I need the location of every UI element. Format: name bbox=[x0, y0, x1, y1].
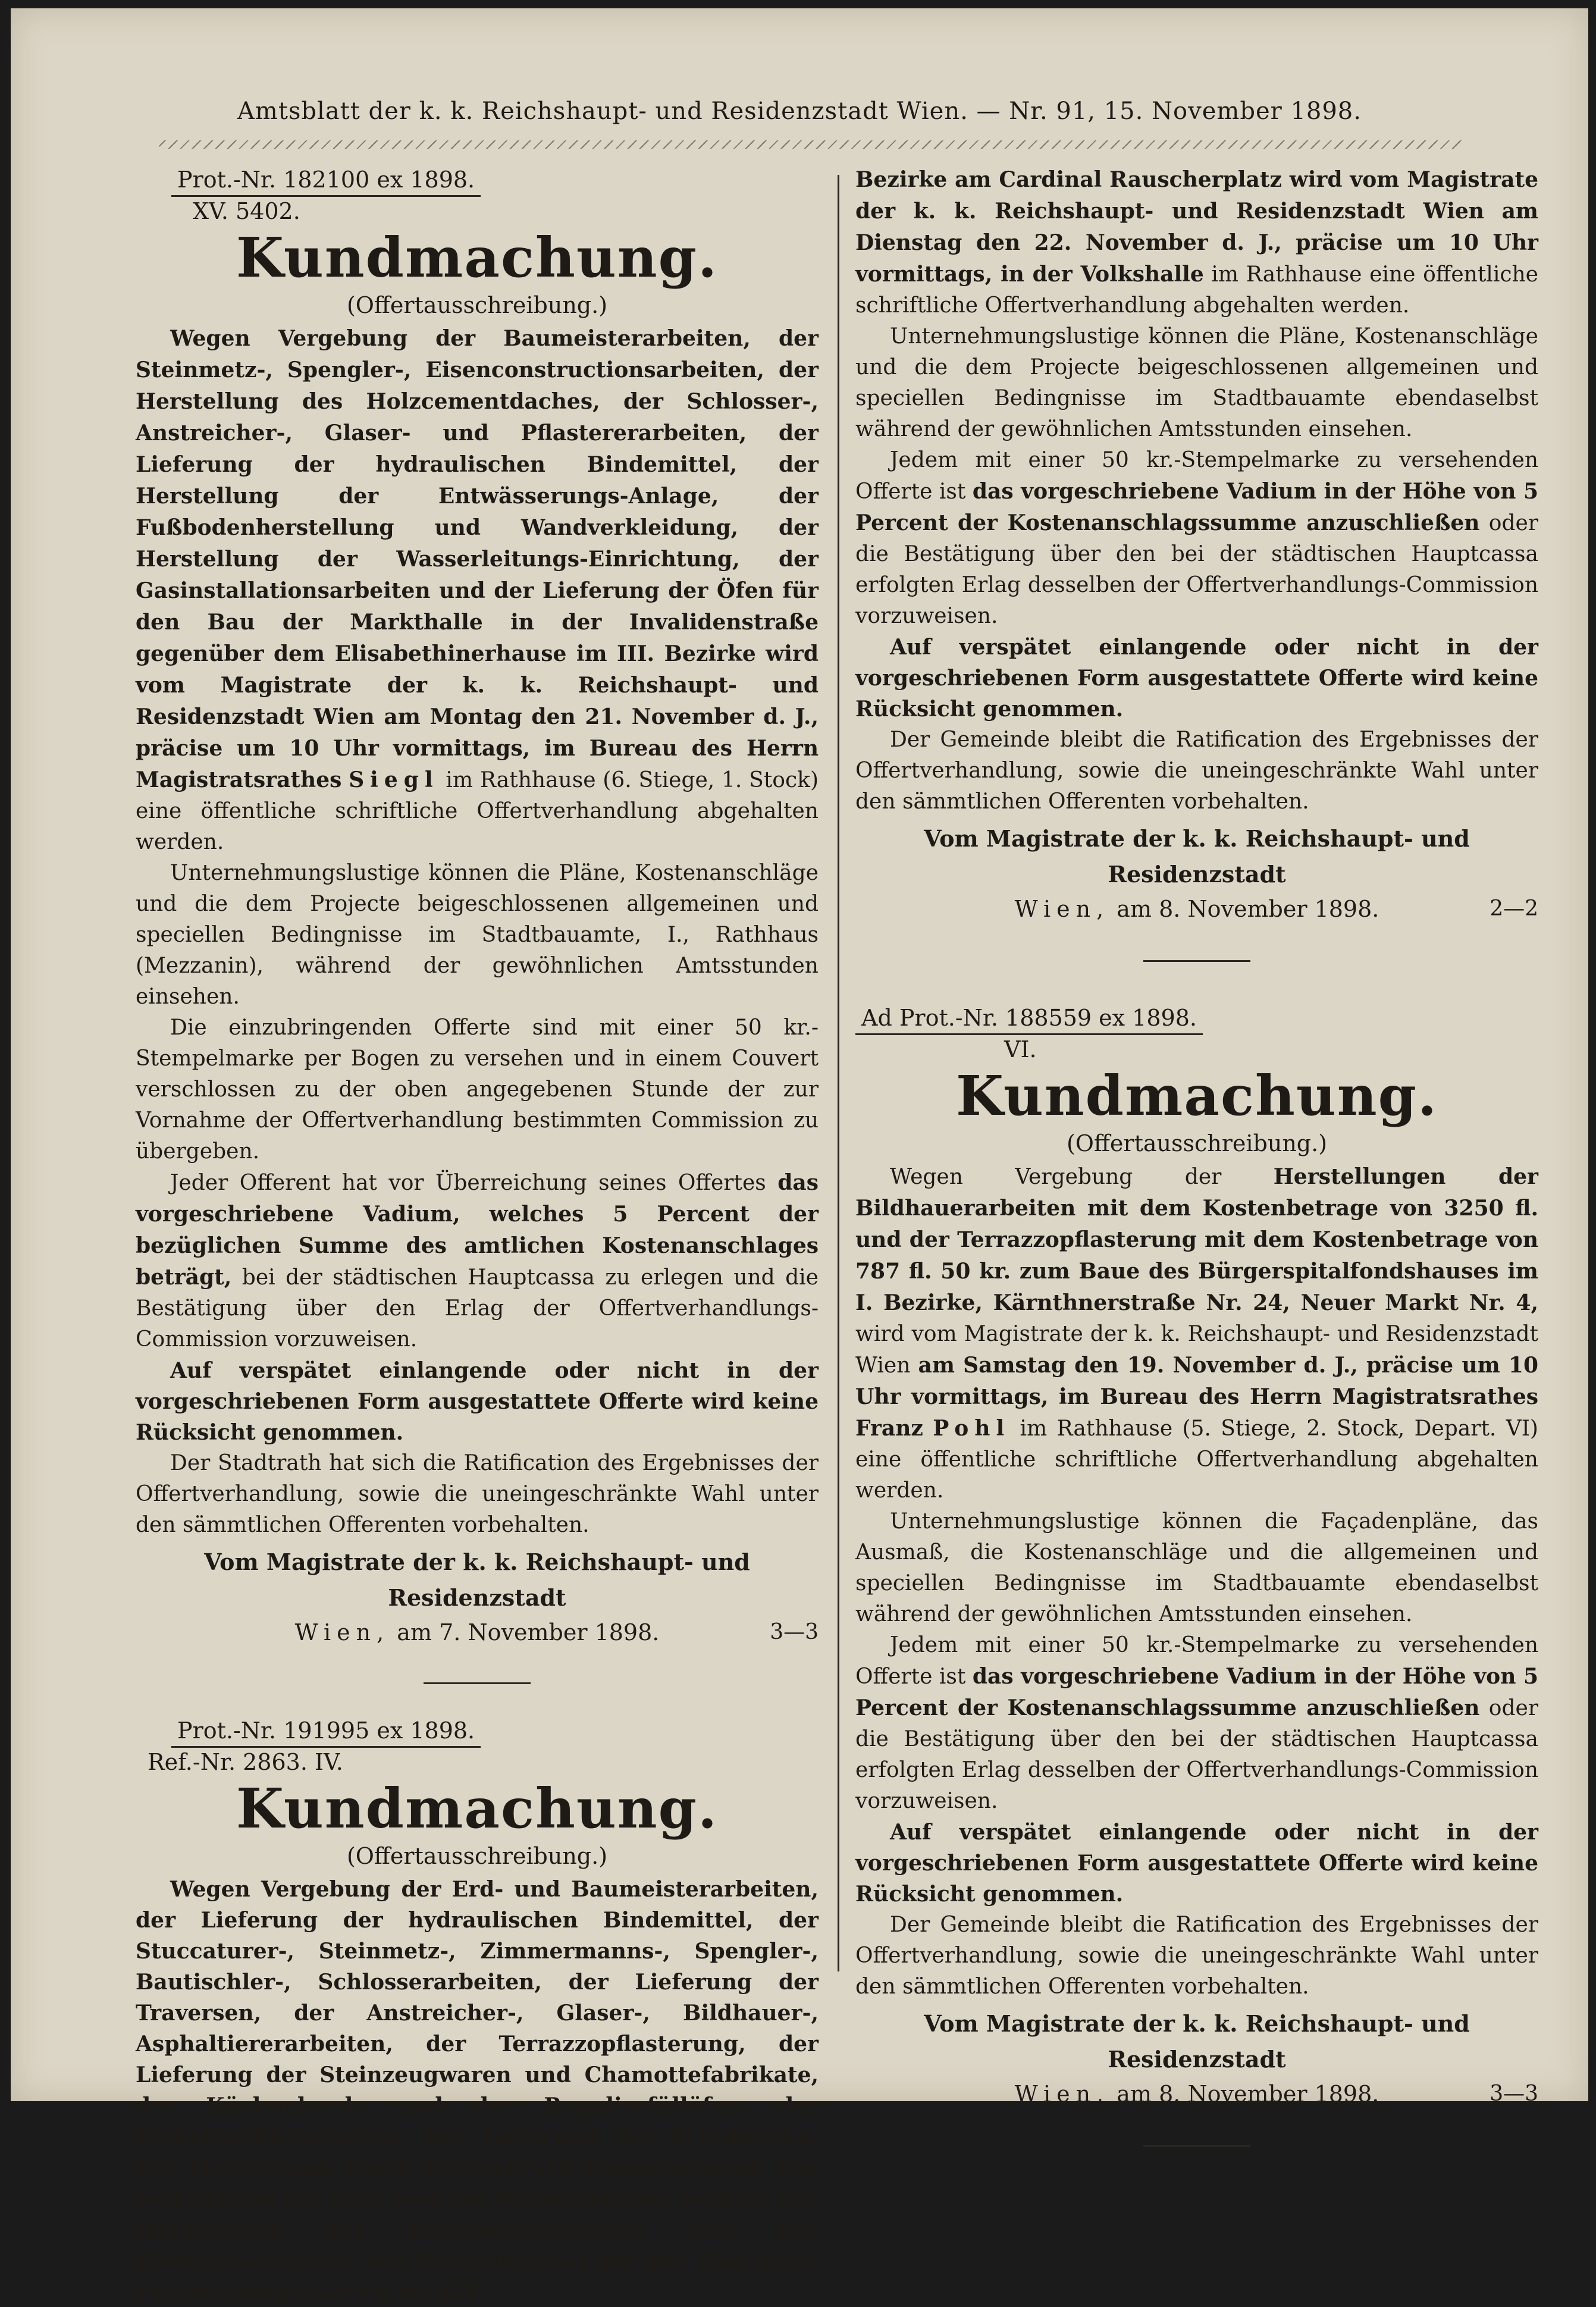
date-line: Wien, am 8. November 1898. 3—3 bbox=[855, 2077, 1538, 2111]
notice-separator bbox=[1143, 960, 1250, 962]
signature-line: Vom Magistrate der k. k. Reichshaupt- und Residenzstadt bbox=[924, 2010, 1470, 2073]
signature-line: Vom Magistrate der k. k. Reichshaupt- und Residenzstadt bbox=[204, 1549, 750, 1611]
notice-title: Kundmachung. bbox=[236, 225, 719, 290]
page-header: Amtsblatt der k. k. Reichshaupt- und Residenzstadt Wien. — Nr. 91, 15. November 1898. bbox=[237, 98, 1362, 125]
notice-separator bbox=[424, 1682, 531, 1684]
notice-paragraph: Der Gemeinde bleibt die Ratification des Ergebnisses der Offertverhandlung, sowie die uneingeschränkte Wahl unter den sämmtlichen Offerenten vorbehalten. bbox=[855, 1913, 1538, 1999]
notice-separator bbox=[1143, 2145, 1250, 2147]
notice-paragraph: Jedem mit einer 50 kr.-Stempelmarke zu versehenden Offerte ist das vorgeschriebene Vadium in der Höhe von 5 Percent der Kostenanschlagssumme anzuschließen oder die Bestätigung über den bei der städtischen Hauptcassa erfolgten Erlag desselben der Offertverhandlungs-Commission vorzuweisen. bbox=[855, 448, 1539, 628]
signature-line: Vom Magistrate der k. k. Reichshaupt- und Residenzstadt bbox=[924, 825, 1470, 888]
notice-paragraph: Wegen Vergebung der Baumeisterarbeiten, der Steinmetz-, Spengler-, Eisenconstructionsarbeiten, der Herstellung des Holzcementdaches, der Schlosser-, Anstreicher-, Glaser- und Pflastererarbeiten, der Lieferung der hydraulischen Bindemittel, der Herstellung der Entwässerungs-Anlage, der Fußbodenherstellung und Wandverkleidung, der Herstellung der Wasserleitungs-Einrichtung, der Gasinstallationsarbeiten und der Lieferung der Öfen für den Bau der Markthalle in der Invalidenstraße gegenüber dem Elisabethinerhause im III. Bezirke wird vom Magistrate der k. k. Reichshaupt- und Residenzstadt Wien am Montag den 21. November d. J., präcise um 10 Uhr vormittags, im Bureau des Herrn Magistratsrathes Siegl im Rathhause (6. Stiege, 1. Stock) eine öffentliche schriftliche Offertverhandlung abgehalten werden. bbox=[136, 326, 819, 854]
notice-paragraph: Unternehmungslustige können die Façadenpläne, das Ausmaß, die Kostenanschläge und die allgemeinen und speciellen Bedingnisse im Stadtbauamte ebendaselbst während der gewöhnlichen Amtsstunden einsehen. bbox=[855, 1509, 1538, 1626]
newspaper-page bbox=[11, 8, 1588, 2304]
date-line: Wien, am 7. November 1898. 3—3 bbox=[136, 1616, 819, 1649]
official-name: Siegl bbox=[349, 767, 439, 792]
notice-paragraph: Der Stadtrath hat sich die Ratification des Ergebnisses der Offertverhandlung, sowie die uneingeschränkte Wahl unter den sämmtlichen Offerenten vorbehalten. bbox=[136, 1451, 819, 1537]
notice-paragraph: Unternehmungslustige können die Pläne, Kostenanschläge und die dem Projecte beigeschlossenen allgemeinen und speciellen Bedingnisse im Stadtbauamte, I., Rathhaus (Mezzanin), während der gewöhnlichen Amtsstunden einsehen. bbox=[136, 861, 819, 1009]
issue-counter: 2—2 bbox=[1490, 897, 1538, 921]
issue-counter: 3—3 bbox=[770, 1620, 819, 1644]
right-column bbox=[855, 164, 1538, 2187]
notice-paragraph: Bezirke am Cardinal Rauscherplatz wird vom Magistrate der k. k. Reichshaupt- und Residenzstadt Wien am Dienstag den 22. November d. J., präcise um 10 Uhr vormittags, in der Volkshalle im Rathhause eine öffentliche schriftliche Offertverhandlung abgehalten werden. bbox=[855, 167, 1538, 318]
reference-number: Ref.-Nr. 2863. IV. bbox=[148, 1749, 343, 1775]
notice-paragraph-bold: Auf verspätet einlangende oder nicht in der vorgeschriebenen Form ausgestattete Offerte wird keine Rücksicht genommen. bbox=[855, 635, 1538, 722]
official-name: Pohl bbox=[933, 1416, 1011, 1441]
column-divider bbox=[838, 175, 839, 1971]
notice-subtitle: (Offertausschreibung.) bbox=[1066, 1130, 1328, 1156]
notice-paragraph: Jeder Offerent hat vor Überreichung seines Offertes das vorgeschriebene Vadium, welches 5 Percent der bezüglichen Summe des amtlichen Kostenanschlages beträgt, bei der städtischen Hauptcassa zu erlegen und die Bestätigung über den Erlag der Offertverhandlungs-Commission vorzuweisen. bbox=[136, 1170, 819, 1352]
notice-title: Kundmachung. bbox=[955, 1064, 1438, 1128]
protocol-number: Prot.-Nr. 182100 ex 1898. bbox=[171, 164, 481, 197]
notice-subtitle: (Offertausschreibung.) bbox=[346, 1843, 608, 1869]
protocol-number: Ad Prot.-Nr. 188559 ex 1898. bbox=[855, 1002, 1203, 1035]
notice-paragraph: Wegen Vergebung der Herstellungen der Bildhauerarbeiten mit dem Kostenbetrage von 3250 fl. und der Terrazzopflasterung mit dem Kostenbetrage von 787 fl. 50 kr. zum Baue des Bürgerspitalfondshauses im I. Bezirke, Kärnthnerstraße Nr. 24, Neuer Markt Nr. 4, wird vom Magistrate der k. k. Reichshaupt- und Residenzstadt Wien am Samstag den 19. November d. J., präcise um 10 Uhr vormittags, im Bureau des Herrn Magistratsrathes Franz Pohl im Rathhause (5. Stiege, 2. Stock, Depart. VI) eine öffentliche schriftliche Offertverhandlung abgehalten werden. bbox=[855, 1164, 1538, 1503]
notice-paragraph-bold: Auf verspätet einlangende oder nicht in der vorgeschriebenen Form ausgestattete Offerte wird keine Rücksicht genommen. bbox=[855, 1820, 1538, 1907]
date-line: Wien, am 8. November 1898. 2—2 bbox=[855, 892, 1538, 926]
notice-paragraph: Unternehmungslustige können die Pläne, Kostenanschläge und die dem Projecte beigeschlossenen allgemeinen und speciellen Bedingnisse im Stadtbauamte ebendaselbst während der gewöhnlichen Amtsstunden einsehen. bbox=[855, 324, 1538, 441]
notice-paragraph-bold: Auf verspätet einlangende oder nicht in der vorgeschriebenen Form ausgestattete Offerte wird keine Rücksicht genommen. bbox=[136, 1358, 819, 1445]
protocol-number: Prot.-Nr. 191995 ex 1898. bbox=[171, 1715, 481, 1748]
reference-number: VI. bbox=[1004, 1036, 1037, 1062]
notice-paragraph: Die einzubringenden Offerte sind mit einer 50 kr.-Stempelmarke per Bogen zu versehen und in einem Couvert verschlossen zu der oben angegebenen Stunde der zur Vornahme der Offertverhandlung bestimmten Commission zu übergeben. bbox=[136, 1015, 819, 1164]
notice-paragraph: Jedem mit einer 50 kr.-Stempelmarke zu versehenden Offerte ist das vorgeschriebene Vadium in der Höhe von 5 Percent der Kostenanschlagssumme anzuschließen oder die Bestätigung über den bei der städtischen Hauptcassa erfolgten Erlag desselben der Offertverhandlungs-Commission vorzuweisen. bbox=[855, 1633, 1539, 1813]
notice-subtitle: (Offertausschreibung.) bbox=[346, 292, 608, 318]
left-column bbox=[136, 164, 819, 2307]
header-wavy-rule bbox=[159, 140, 1462, 149]
issue-counter: 3—3 bbox=[1490, 2082, 1538, 2106]
notice-paragraph: Der Gemeinde bleibt die Ratification des Ergebnisses der Offertverhandlung, sowie die uneingeschränkte Wahl unter den sämmtlichen Offerenten vorbehalten. bbox=[855, 728, 1538, 814]
reference-number: XV. 5402. bbox=[193, 198, 300, 224]
notice-paragraph: Wegen Vergebung der Erd- und Baumeisterarbeiten, der Lieferung der hydraulischen Bindemittel, der Stuccaturer-, Steinmetz-, Zimmermanns-, Spengler-, Bautischler-, Schlosserarbeiten, der Lieferung der Traversen, der Anstreicher-, Glaser-, Bildhauer-, Asphaltiererarbeiten, der Terrazzopflasterung, der Lieferung der Steinzeugwaren und Chamottefabrikate, der Küchenherde und der Regulierfüllöfen, der Möbeltischlerarbeiten, der Lieferung der Schulbänke, der Herstellung einer Niederdruck-Dampfheizung, der Installation der Gas- und der Wasserleitung, endlich der Herstellung des Einfriedungsgitters und der Eisenconstruction des Stiegenhauses für den Bau einer Doppel-Bürgerschule im XIV. bbox=[136, 1877, 819, 2304]
notice-title: Kundmachung. bbox=[236, 1776, 719, 1841]
